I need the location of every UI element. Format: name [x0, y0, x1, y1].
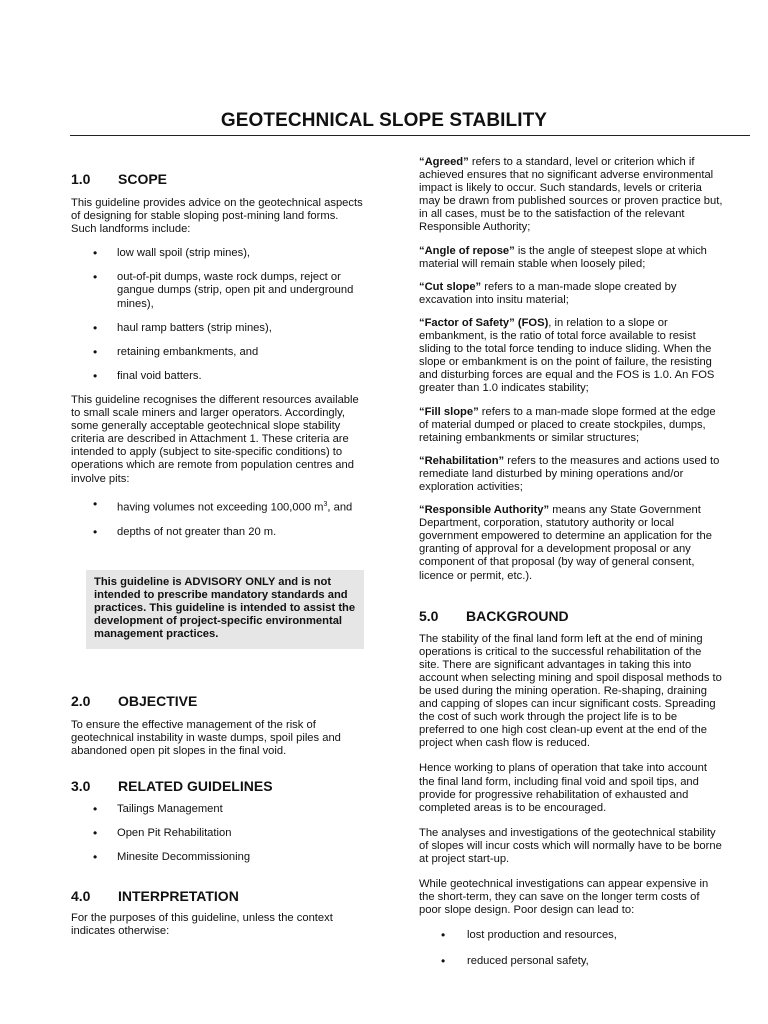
list-item: • Minesite Decommissioning: [71, 851, 363, 864]
scope-paragraph: This guideline recognises the different resources available to small scale miners and larger operators. Accordingly, some generally acceptable geotechnical slope stability criteria are described in Attachment 1. These criteria are intended to apply (subject to site-specific conditions) to operations which are remote from population centres and involve pits:: [71, 393, 359, 485]
scope-intro: This guideline provides advice on the geotechnical aspects of designing for stable sloping post-mining land forms. Such landforms include:: [71, 197, 363, 236]
list-item: • low wall spoil (strip mines),: [71, 247, 363, 260]
title-rule: [70, 135, 750, 136]
page-title: GEOTECHNICAL SLOPE STABILITY: [220, 110, 548, 131]
definition-factor-of-safety: “Factor of Safety” (FOS), in relation to a slope or embankment, is the ratio of total force available to resist sliding to the total force tending to induce sliding. When the slope or embankment is on the point of failure, the resisting and disturbing forces are equal and the FOS is 1.0. An FOS greater than 1.0 indicates stability;: [419, 316, 715, 395]
list-item: • having volumes not exceeding 100,000 $m^3$, and: [71, 498, 363, 515]
advisory-callout: This guideline is ADVISORY ONLY and is not intended to prescribe mandatory standards and practices. This guideline is intended to assist the development of project-specific environmental management practices.: [86, 570, 364, 649]
list-item: • retaining embankments, and: [71, 346, 363, 359]
background-paragraph: While geotechnical investigations can appear expensive in the short-term, they can save on the longer term costs of poor slope design. Poor design can lead to:: [419, 878, 709, 917]
list-item: • reduced personal safety,: [419, 955, 723, 968]
section-objective-heading: 2.0 OBJECTIVE: [71, 692, 198, 709]
background-paragraph: The stability of the final land form left at the end of mining operations is critical to the successful rehabilitation of the site. There are significant advantages in taking this into account when selecting mining and spoil disposal methods to be used during the mining operation. Re-shaping, draining and capping of slopes can incur significant costs. Spreading the cost of such work through the project life is to be preferred to one high cost clean-up event at the end of the project when cash flow is reduced.: [419, 632, 722, 750]
definition-fill-slope: “Fill slope” refers to a man-made slope formed at the edge of material dumped or placed to create stockpiles, dumps, retaining embankments or similar structures;: [419, 405, 716, 444]
list-item: • Open Pit Rehabilitation: [71, 827, 363, 840]
definition-agreed: “Agreed” refers to a standard, level or criterion which if achieved ensures that no significant adverse environmental impact is likely to occur. Such standards, levels or criteria may be drawn from published sources or proven practice but, in all cases, must be to the satisfaction of the relevant Responsible Authority;: [419, 156, 723, 234]
interpretation-text: For the purposes of this guideline, unless the context indicates otherwise:: [71, 911, 333, 937]
section-scope-heading: 1.0 SCOPE: [71, 171, 168, 187]
left-column: [71, 170, 363, 938]
definition-cut-slope: “Cut slope” refers to a man-made slope created by excavation into insitu material;: [419, 280, 677, 306]
list-item: • haul ramp batters (strip mines),: [71, 322, 363, 335]
section-interpretation-heading: 4.0 INTERPRETATION: [71, 887, 239, 904]
list-item: • lost production and resources,: [419, 929, 723, 942]
definition-rehabilitation: “Rehabilitation” refers to the measures and actions used to remediate land disturbed by mining operations and/or exploration activities;: [419, 454, 720, 493]
section-background-heading: 5.0 BACKGROUND: [419, 607, 569, 624]
background-paragraph: The analyses and investigations of the geotechnical stability of slopes will incur costs which will normally have to be borne at project start-up.: [419, 826, 722, 866]
scope-list: [71, 247, 363, 383]
background-paragraph: Hence working to plans of operation that take into account the final land form, including final void and spoil tips, and provide for progressive rehabilitation of exhausted and completed areas is to be encouraged.: [419, 762, 707, 814]
background-list: [419, 929, 723, 967]
definition-responsible-authority: “Responsible Authority” means any State Government Department, corporation, statutory authority or local government empowered to determine an application for the granting of approval for a development proposal or any component of that proposal (by way of general consent, licence or permit, etc.).: [419, 504, 712, 582]
list-item: • Tailings Management: [71, 803, 363, 816]
list-item: • depths of not greater than 20 m.: [71, 526, 363, 539]
list-item: • final void batters.: [71, 370, 363, 383]
related-list: [71, 803, 363, 864]
scope-pit-list: [71, 498, 363, 540]
objective-text: To ensure the effective management of the risk of geotechnical instability in waste dumps, spoil piles and abandoned open pit slopes in the final void.: [71, 718, 341, 758]
list-item: • out-of-pit dumps, waste rock dumps, reject or gangue dumps (strip, open pit and underground mines),: [71, 271, 363, 310]
right-column: [419, 156, 723, 968]
definition-angle-of-repose: “Angle of repose” is the angle of steepest slope at which material will remain stable when loosely piled;: [419, 244, 707, 270]
section-related-heading: 3.0 RELATED GUIDELINES: [71, 778, 273, 795]
